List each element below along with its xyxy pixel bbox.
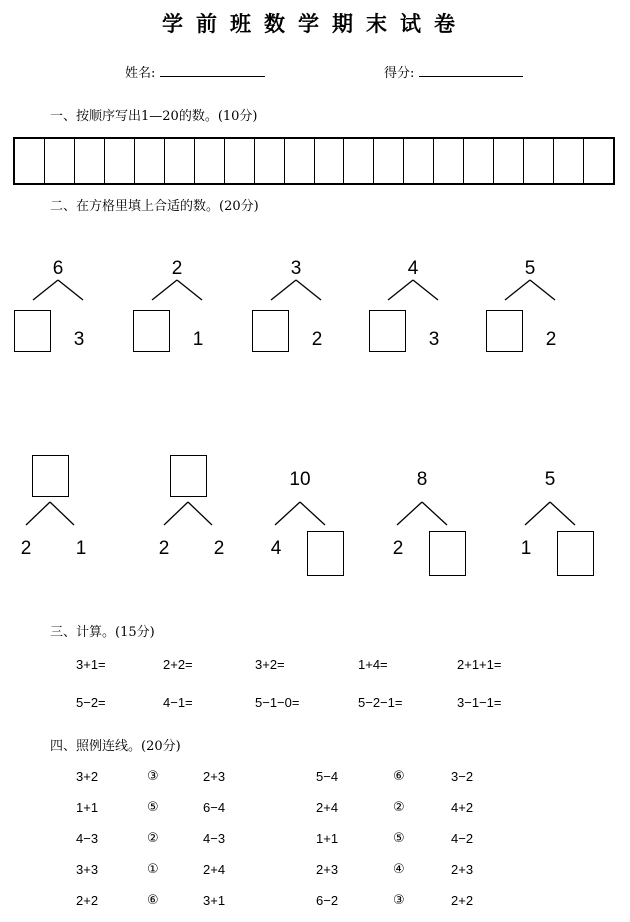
tree-top-number: 10 xyxy=(289,469,311,490)
match-expression[interactable]: 2+3 xyxy=(203,769,226,784)
calc-problem[interactable]: 3−1−1= xyxy=(457,695,502,710)
tree-left-number: 4 xyxy=(270,538,282,559)
match-expression[interactable]: 3+1 xyxy=(203,893,226,908)
match-expression[interactable]: 2+2 xyxy=(451,893,474,908)
tree-right-number: 3 xyxy=(73,329,85,350)
tree-right-number: 1 xyxy=(75,538,87,559)
tree-left-number: 2 xyxy=(20,538,32,559)
section-4-heading: 四、照例连线。(20分) xyxy=(50,739,181,754)
branch-line xyxy=(177,280,202,300)
tree-top-number: 4 xyxy=(407,258,419,279)
section-3-heading: 三、计算。(15分) xyxy=(50,625,155,640)
match-expression[interactable]: 2+2 xyxy=(76,893,99,908)
match-answer-mark[interactable]: ⑥ xyxy=(393,769,405,784)
branch-line xyxy=(300,502,325,525)
branch-line xyxy=(164,502,188,525)
name-label: 姓名: xyxy=(125,66,156,81)
match-answer-mark[interactable]: ⑤ xyxy=(147,800,159,815)
match-expression[interactable]: 4−3 xyxy=(76,831,99,846)
tree-top-number: 8 xyxy=(416,469,428,490)
tree-right-number: 2 xyxy=(545,329,557,350)
tree-top-number: 5 xyxy=(524,258,536,279)
branch-line xyxy=(152,280,177,300)
tree-right-number: 3 xyxy=(428,329,440,350)
branch-line xyxy=(397,502,422,525)
tree-top-number: 5 xyxy=(544,469,556,490)
tree-left-number: 1 xyxy=(520,538,532,559)
calc-problem[interactable]: 2+2= xyxy=(163,657,193,672)
branch-line xyxy=(530,280,555,300)
match-expression[interactable]: 3−2 xyxy=(451,769,474,784)
match-answer-mark[interactable]: ③ xyxy=(393,893,405,908)
score-label: 得分: xyxy=(384,66,415,81)
match-answer-mark[interactable]: ④ xyxy=(393,862,405,877)
section-2-heading: 二、在方格里填上合适的数。(20分) xyxy=(50,199,259,214)
answer-box[interactable] xyxy=(369,310,406,352)
tree-top-number: 2 xyxy=(171,258,183,279)
tree-left-number: 2 xyxy=(158,538,170,559)
branch-line xyxy=(525,502,550,525)
calc-problem[interactable]: 2+1+1= xyxy=(457,657,502,672)
branch-line xyxy=(550,502,575,525)
page-title: 学前班数学期末试卷 xyxy=(162,11,468,36)
branch-line xyxy=(33,280,58,300)
match-expression[interactable]: 6−2 xyxy=(316,893,339,908)
match-expression[interactable]: 4−2 xyxy=(451,831,474,846)
answer-box[interactable] xyxy=(170,455,207,497)
match-answer-mark[interactable]: ① xyxy=(147,862,159,877)
match-expression[interactable]: 6−4 xyxy=(203,800,226,815)
branch-line xyxy=(505,280,530,300)
tree-right-number: 1 xyxy=(192,329,204,350)
match-answer-mark[interactable]: ② xyxy=(147,831,159,846)
match-expression[interactable]: 4+2 xyxy=(451,800,474,815)
section-1-heading: 一、按顺序写出1—20的数。(10分) xyxy=(50,109,258,124)
branch-line xyxy=(413,280,438,300)
branch-line xyxy=(26,502,50,525)
match-expression[interactable]: 2+4 xyxy=(203,862,226,877)
calc-problem[interactable]: 4−1= xyxy=(163,695,193,710)
branch-line xyxy=(275,502,300,525)
match-answer-mark[interactable]: ⑤ xyxy=(393,831,405,846)
tree-right-number: 2 xyxy=(213,538,225,559)
branch-line xyxy=(388,280,413,300)
match-answer-mark[interactable]: ⑥ xyxy=(147,893,159,908)
answer-box[interactable] xyxy=(486,310,523,352)
match-expression[interactable]: 1+1 xyxy=(316,831,339,846)
match-expression[interactable]: 3+2 xyxy=(76,769,99,784)
answer-box[interactable] xyxy=(133,310,170,352)
match-answer-mark[interactable]: ② xyxy=(393,800,405,815)
match-expression[interactable]: 1+1 xyxy=(76,800,99,815)
match-expression[interactable]: 2+4 xyxy=(316,800,339,815)
match-expression[interactable]: 2+3 xyxy=(451,862,474,877)
answer-box[interactable] xyxy=(307,531,344,576)
branch-line xyxy=(296,280,321,300)
branch-line xyxy=(50,502,74,525)
calc-problem[interactable]: 5−1−0= xyxy=(255,695,300,710)
match-expression[interactable]: 2+3 xyxy=(316,862,339,877)
answer-box[interactable] xyxy=(557,531,594,576)
calc-problem[interactable]: 3+2= xyxy=(255,657,285,672)
tree-top-number: 3 xyxy=(290,258,302,279)
calc-problem[interactable]: 5−2= xyxy=(76,695,106,710)
tree-left-number: 2 xyxy=(392,538,404,559)
match-expression[interactable]: 4−3 xyxy=(203,831,226,846)
calc-problem[interactable]: 1+4= xyxy=(358,657,388,672)
branch-line xyxy=(422,502,447,525)
tree-right-number: 2 xyxy=(311,329,323,350)
calc-problem[interactable]: 5−2−1= xyxy=(358,695,403,710)
branch-line xyxy=(58,280,83,300)
answer-box[interactable] xyxy=(32,455,69,497)
match-answer-mark[interactable]: ③ xyxy=(147,769,159,784)
match-expression[interactable]: 5−4 xyxy=(316,769,339,784)
branch-line xyxy=(188,502,212,525)
answer-box[interactable] xyxy=(429,531,466,576)
match-expression[interactable]: 3+3 xyxy=(76,862,99,877)
calc-problem[interactable]: 3+1= xyxy=(76,657,106,672)
answer-box[interactable] xyxy=(14,310,51,352)
answer-box[interactable] xyxy=(252,310,289,352)
tree-top-number: 6 xyxy=(52,258,64,279)
branch-line xyxy=(271,280,296,300)
